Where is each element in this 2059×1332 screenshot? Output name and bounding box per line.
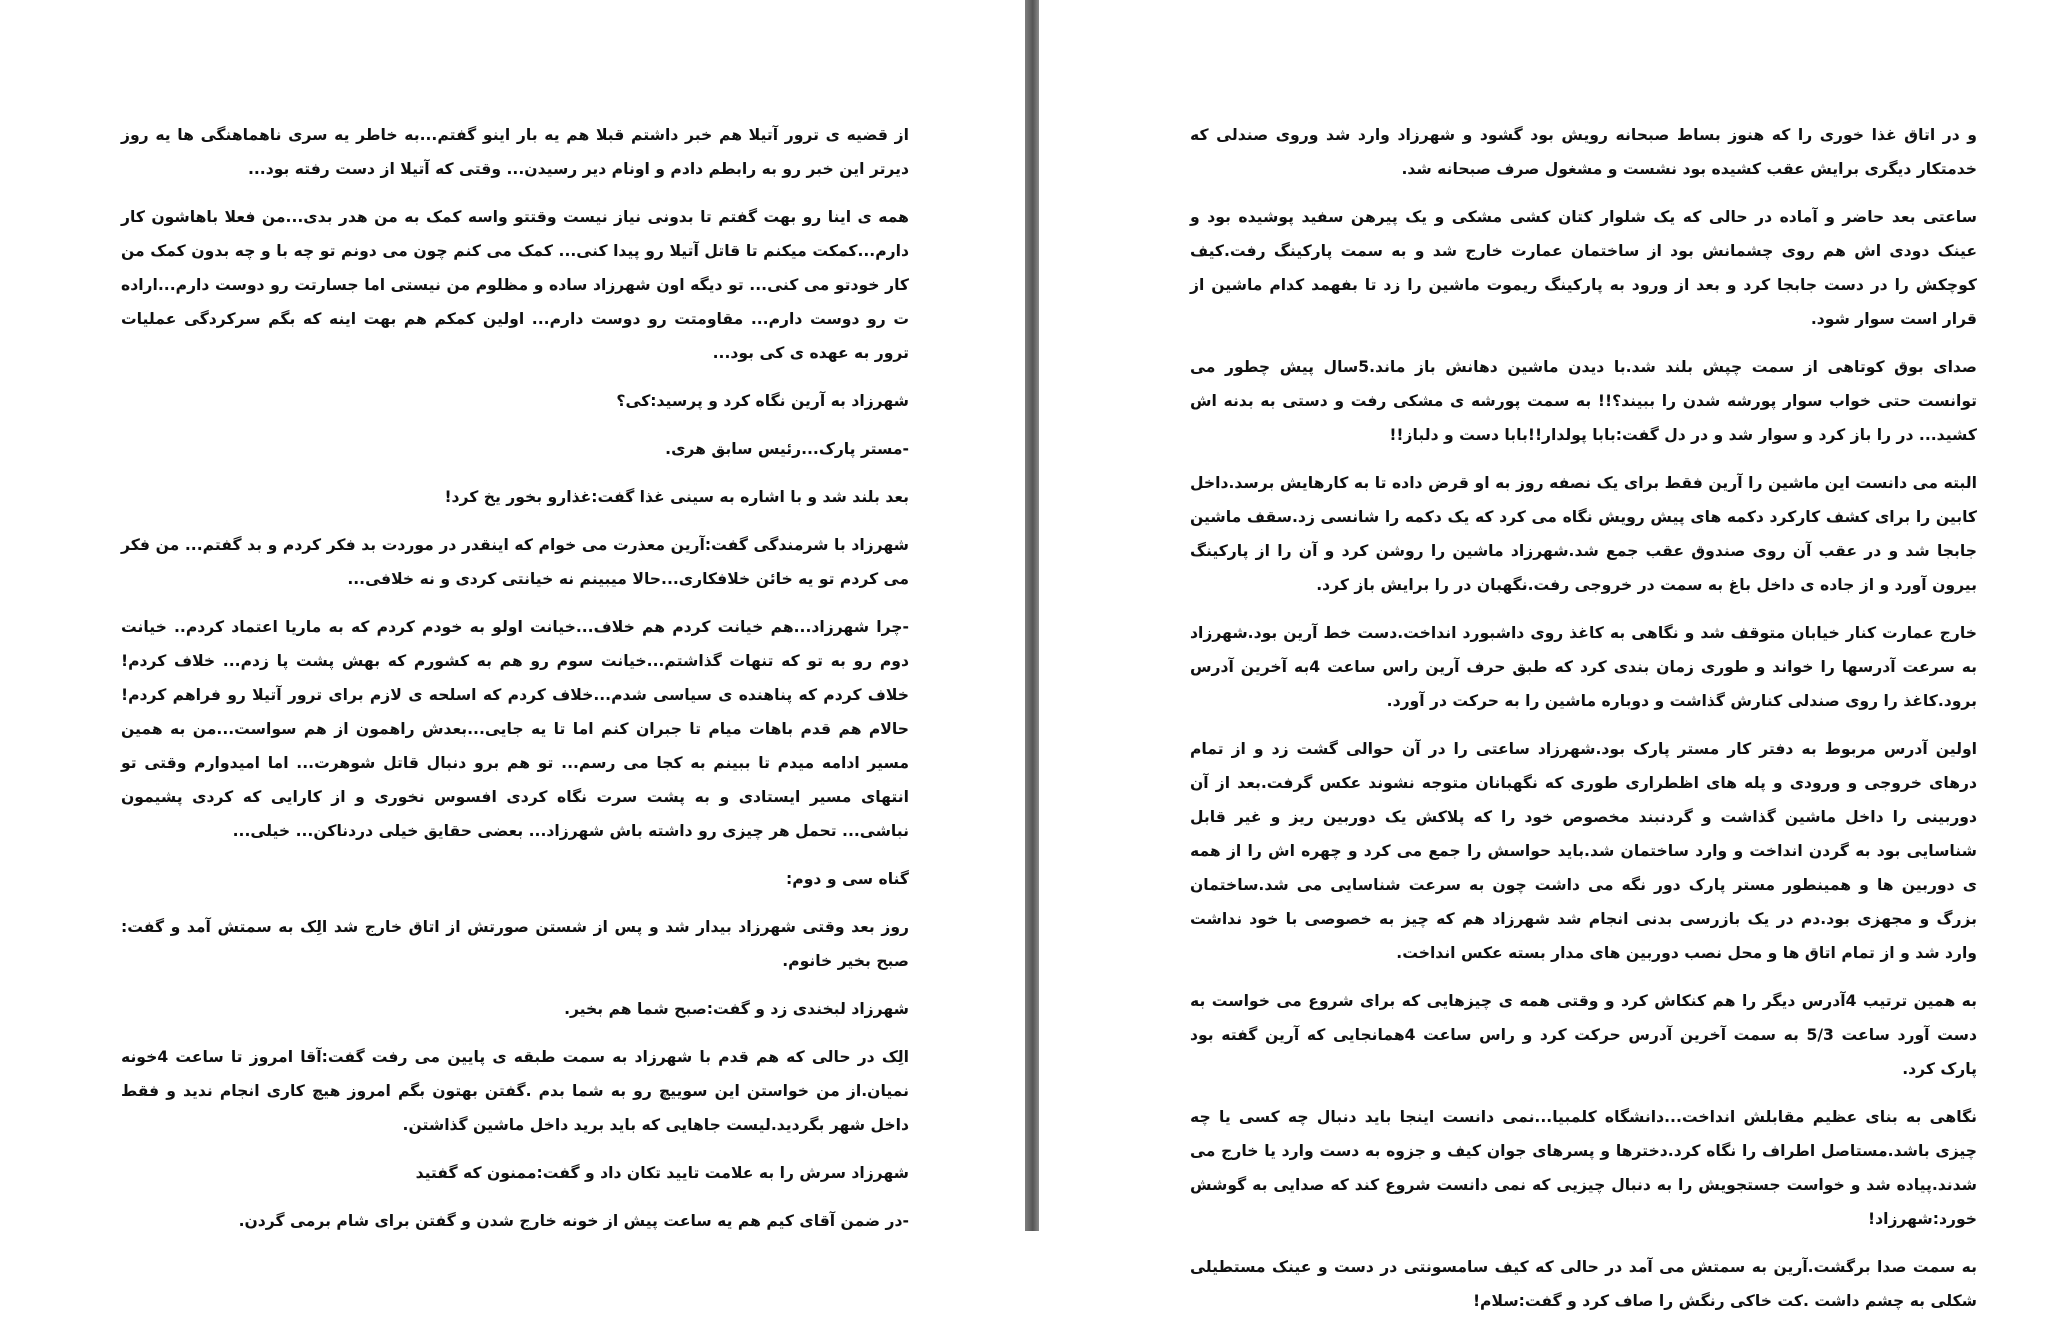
page-gutter — [1025, 0, 1039, 1231]
right-page — [1039, 0, 2059, 1310]
left-paragraph-13: -در ضمن آقای کیم هم یه ساعت پیش از خونه خارج شدن و گفتن برای شام برمی گردن. — [238, 1212, 909, 1230]
left-paragraph-6: شهرزاد با شرمندگی گفت:آرین معذرت می خوام که اینقدر در موردت بد فکر کردم و بد گفتم... من فکر می کردم تو یه خائن خلافکاری...حالا میبینم نه خیانتی کردی و نه خلافی... — [121, 536, 909, 588]
left-paragraph-5: بعد بلند شد و با اشاره به سینی غذا گفت:غذارو بخور یخ کرد! — [444, 488, 909, 506]
right-paragraph-1: و در اتاق غذا خوری را که هنوز بساط صبحانه رویش بود گشود و شهرزاد وارد شد وروی صندلی که خدمتکار دیگری برایش عقب کشیده بود نشست و مشغول صرف صبحانه شد. — [1190, 126, 1977, 178]
right-paragraph-2: ساعتی بعد حاضر و آماده در حالی که یک شلوار کتان کشی مشکی و یک پیرهن سفید پوشیده بود و عینک دودی اش هم روی چشمانش بود از ساختمان عمارت خارج شد و به سمت پارکینگ رفت.کیف کوچکش را در دست جابجا کرد و بعد از ورود به پارکینگ ریموت ماشین را زد تا بفهمد کدام ماشین از قرار است سوار شود. — [1190, 208, 1977, 328]
left-paragraph-7: -چرا شهرزاد...هم خیانت کردم هم خلاف...خیانت اولو به خودم کردم که به ماریا اعتماد کردم.. خیانت دوم رو به تو که تنهات گذاشتم...خیانت سوم رو هم به کشورم که بهش پشت پا زدم... خلاف کردم!خلاف کردم که پناهنده ی سیاسی شدم...خلاف کردم که اسلحه ی لازم برای ترور آتیلا رو فراهم کردم!حالام هم قدم باهات میام تا جبران کنم اما تا یه جایی...بعدش راهمون از هم سواست...من به همین مسیر ادامه میدم تا ببینم به کجا می رسم... تو هم برو دنبال قاتل شوهرت... اما امیدوارم وقتی تو انتهای مسیر ایستادی و به پشت سرت نگاه کردی افسوس نخوری و از کارایی که کردی پشیمون نباشی... تحمل هر چیزی رو داشته باش شهرزاد... بعضی حقایق خیلی دردناکن... خیلی... — [121, 618, 909, 840]
left-paragraph-9: روز بعد وقتی شهرزاد بیدار شد و پس از شستن صورتش از اتاق خارج شد الِک به سمتش آمد و گفت: صبح بخیر خانوم. — [121, 918, 909, 970]
chapter-heading: گناه سی و دوم: — [786, 870, 909, 888]
right-paragraph-9: به سمت صدا برگشت.آرین به سمتش می آمد در حالی که کیف سامسونتی در دست و عینک مستطیلی شکلی به چشم داشت .کت خاکی رنگش را صاف کرد و گفت:سلام! — [1190, 1258, 1977, 1310]
right-page-text — [1190, 118, 1977, 1332]
left-paragraph-10: شهرزاد لبخندی زد و گفت:صبح شما هم بخیر. — [564, 1000, 909, 1018]
left-paragraph-2: همه ی اینا رو بهت گفتم تا بدونی نیاز نیست وقتتو واسه کمک به من هدر بدی...من فعلا باهاشون کار دارم...کمکت میکنم تا قاتل آتیلا رو پیدا کنی... کمک می کنم چون می دونم تو چه با و چه بدون کمک من کار خودتو می کنی... تو دیگه اون شهرزاد ساده و مظلوم من نیستی اما جسارتت رو دوست دارم...اراده ت رو دوست دارم... مقاومتت رو دوست دارم... اولین کمکم هم بهت اینه که بگم سرکردگی عملیات ترور به عهده ی کی بود... — [121, 208, 909, 362]
left-page-text — [121, 118, 909, 1252]
left-paragraph-4: -مستر پارک...رئیس سابق هری. — [665, 440, 909, 458]
right-paragraph-6: اولین آدرس مربوط به دفتر کار مستر پارک بود.شهرزاد ساعتی را در آن حوالی گشت زد و از تمام درهای خروجی و ورودی و پله های اظطراری طوری که نگهبانان متوجه نشوند عکس گرفت.بعد از آن دوربینی را داخل ماشین گذاشت و گردنبند مخصوص خود را که پلاکش یک دوربین ریز و غیر قابل شناسایی بود به گردن انداخت و وارد ساختمان شد.باید حواسش را جمع می کرد و چهره اش را از همه ی دوربین ها و همینطور مستر پارک دور نگه می داشت چون به سرعت شناسایی می شد.ساختمان بزرگ و مجهزی بود.دم در یک بازرسی بدنی انجام شد شهرزاد هم که چیز به خصوصی با خود نداشت وارد شد و از تمام اتاق ها و محل نصب دوربین های مدار بسته عکس انداخت. — [1190, 740, 1977, 962]
right-paragraph-4: البته می دانست این ماشین را آرین فقط برای یک نصفه روز به او قرض داده تا به کارهایش برسد.داخل کابین را برای کشف کارکرد دکمه های پیش رویش نگاه می کرد که یک دکمه را شانسی زد.سقف ماشین جابجا شد و در عقب آن روی صندوق عقب جمع شد.شهرزاد ماشین را روشن کرد و آن را از پارکینگ بیرون آورد و از جاده ی داخل باغ به سمت در خروجی رفت.نگهبان در را برایش باز کرد. — [1190, 474, 1977, 594]
left-page — [0, 0, 1025, 1231]
right-paragraph-5: خارج عمارت کنار خیابان متوقف شد و نگاهی به کاغذ روی داشبورد انداخت.دست خط آرین بود.شهرزاد به سرعت آدرسها را خواند و طوری زمان بندی کرد که طبق حرف آرین راس ساعت 4به آخرین آدرس برود.کاغذ را روی صندلی کنارش گذاشت و دوباره ماشین را به حرکت در آورد. — [1190, 624, 1978, 710]
right-paragraph-8: نگاهی به بنای عظیم مقابلش انداخت...دانشگاه کلمبیا...نمی دانست اینجا باید دنبال چه کسی یا چه چیزی باشد.مستاصل اطراف را نگاه کرد.دخترها و پسرهای جوان کیف و جزوه به دست وارد یا خارج می شدند.پیاده شد و خواست جستجویش را به دنبال چیزیی که نمی دانست شروع کند که صدایی به گوشش خورد:شهرزاد! — [1190, 1108, 1977, 1228]
left-paragraph-11: الِک در حالی که هم قدم با شهرزاد به سمت طبقه ی پایین می رفت گفت:آقا امروز تا ساعت 4خونه نمیان.از من خواستن این سوییچ رو به شما بدم .گفتن بهتون بگم امروز هیچ کاری انجام ندید و فقط داخل شهر بگردید.لیست جاهایی که باید برید داخل ماشین گذاشتن. — [121, 1048, 909, 1134]
left-paragraph-1: از قضیه ی ترور آتیلا هم خبر داشتم قبلا هم یه بار اینو گفتم...به خاطر یه سری ناهماهنگی ها یه روز دیرتر این خبر رو به رابطم دادم و اونام دیر رسیدن... وقتی که آتیلا از دست رفته بود... — [121, 126, 909, 178]
left-paragraph-3: شهرزاد به آرین نگاه کرد و پرسید:کی؟ — [616, 392, 909, 410]
left-paragraph-12: شهرزاد سرش را به علامت تایید تکان داد و گفت:ممنون که گفتید — [415, 1164, 909, 1182]
right-paragraph-7: به همین ترتیب 4آدرس دیگر را هم کنکاش کرد و وقتی همه ی چیزهایی که برای شروع می خواست به دست آورد ساعت 5/3 به سمت آخرین آدرس حرکت کرد و راس ساعت 4همانجایی که آرین گفته بود پارک کرد. — [1190, 992, 1977, 1078]
right-paragraph-3: صدای بوق کوتاهی از سمت چپش بلند شد.با دیدن ماشین دهانش باز ماند.5سال پیش چطور می توانست حتی خواب سوار پورشه شدن را ببیند؟!! به سمت پورشه ی مشکی رفت و دستی به بدنه اش کشید... در را باز کرد و سوار شد و در دل گفت:بابا پولدار!!بابا دست و دلباز!! — [1190, 358, 1977, 444]
